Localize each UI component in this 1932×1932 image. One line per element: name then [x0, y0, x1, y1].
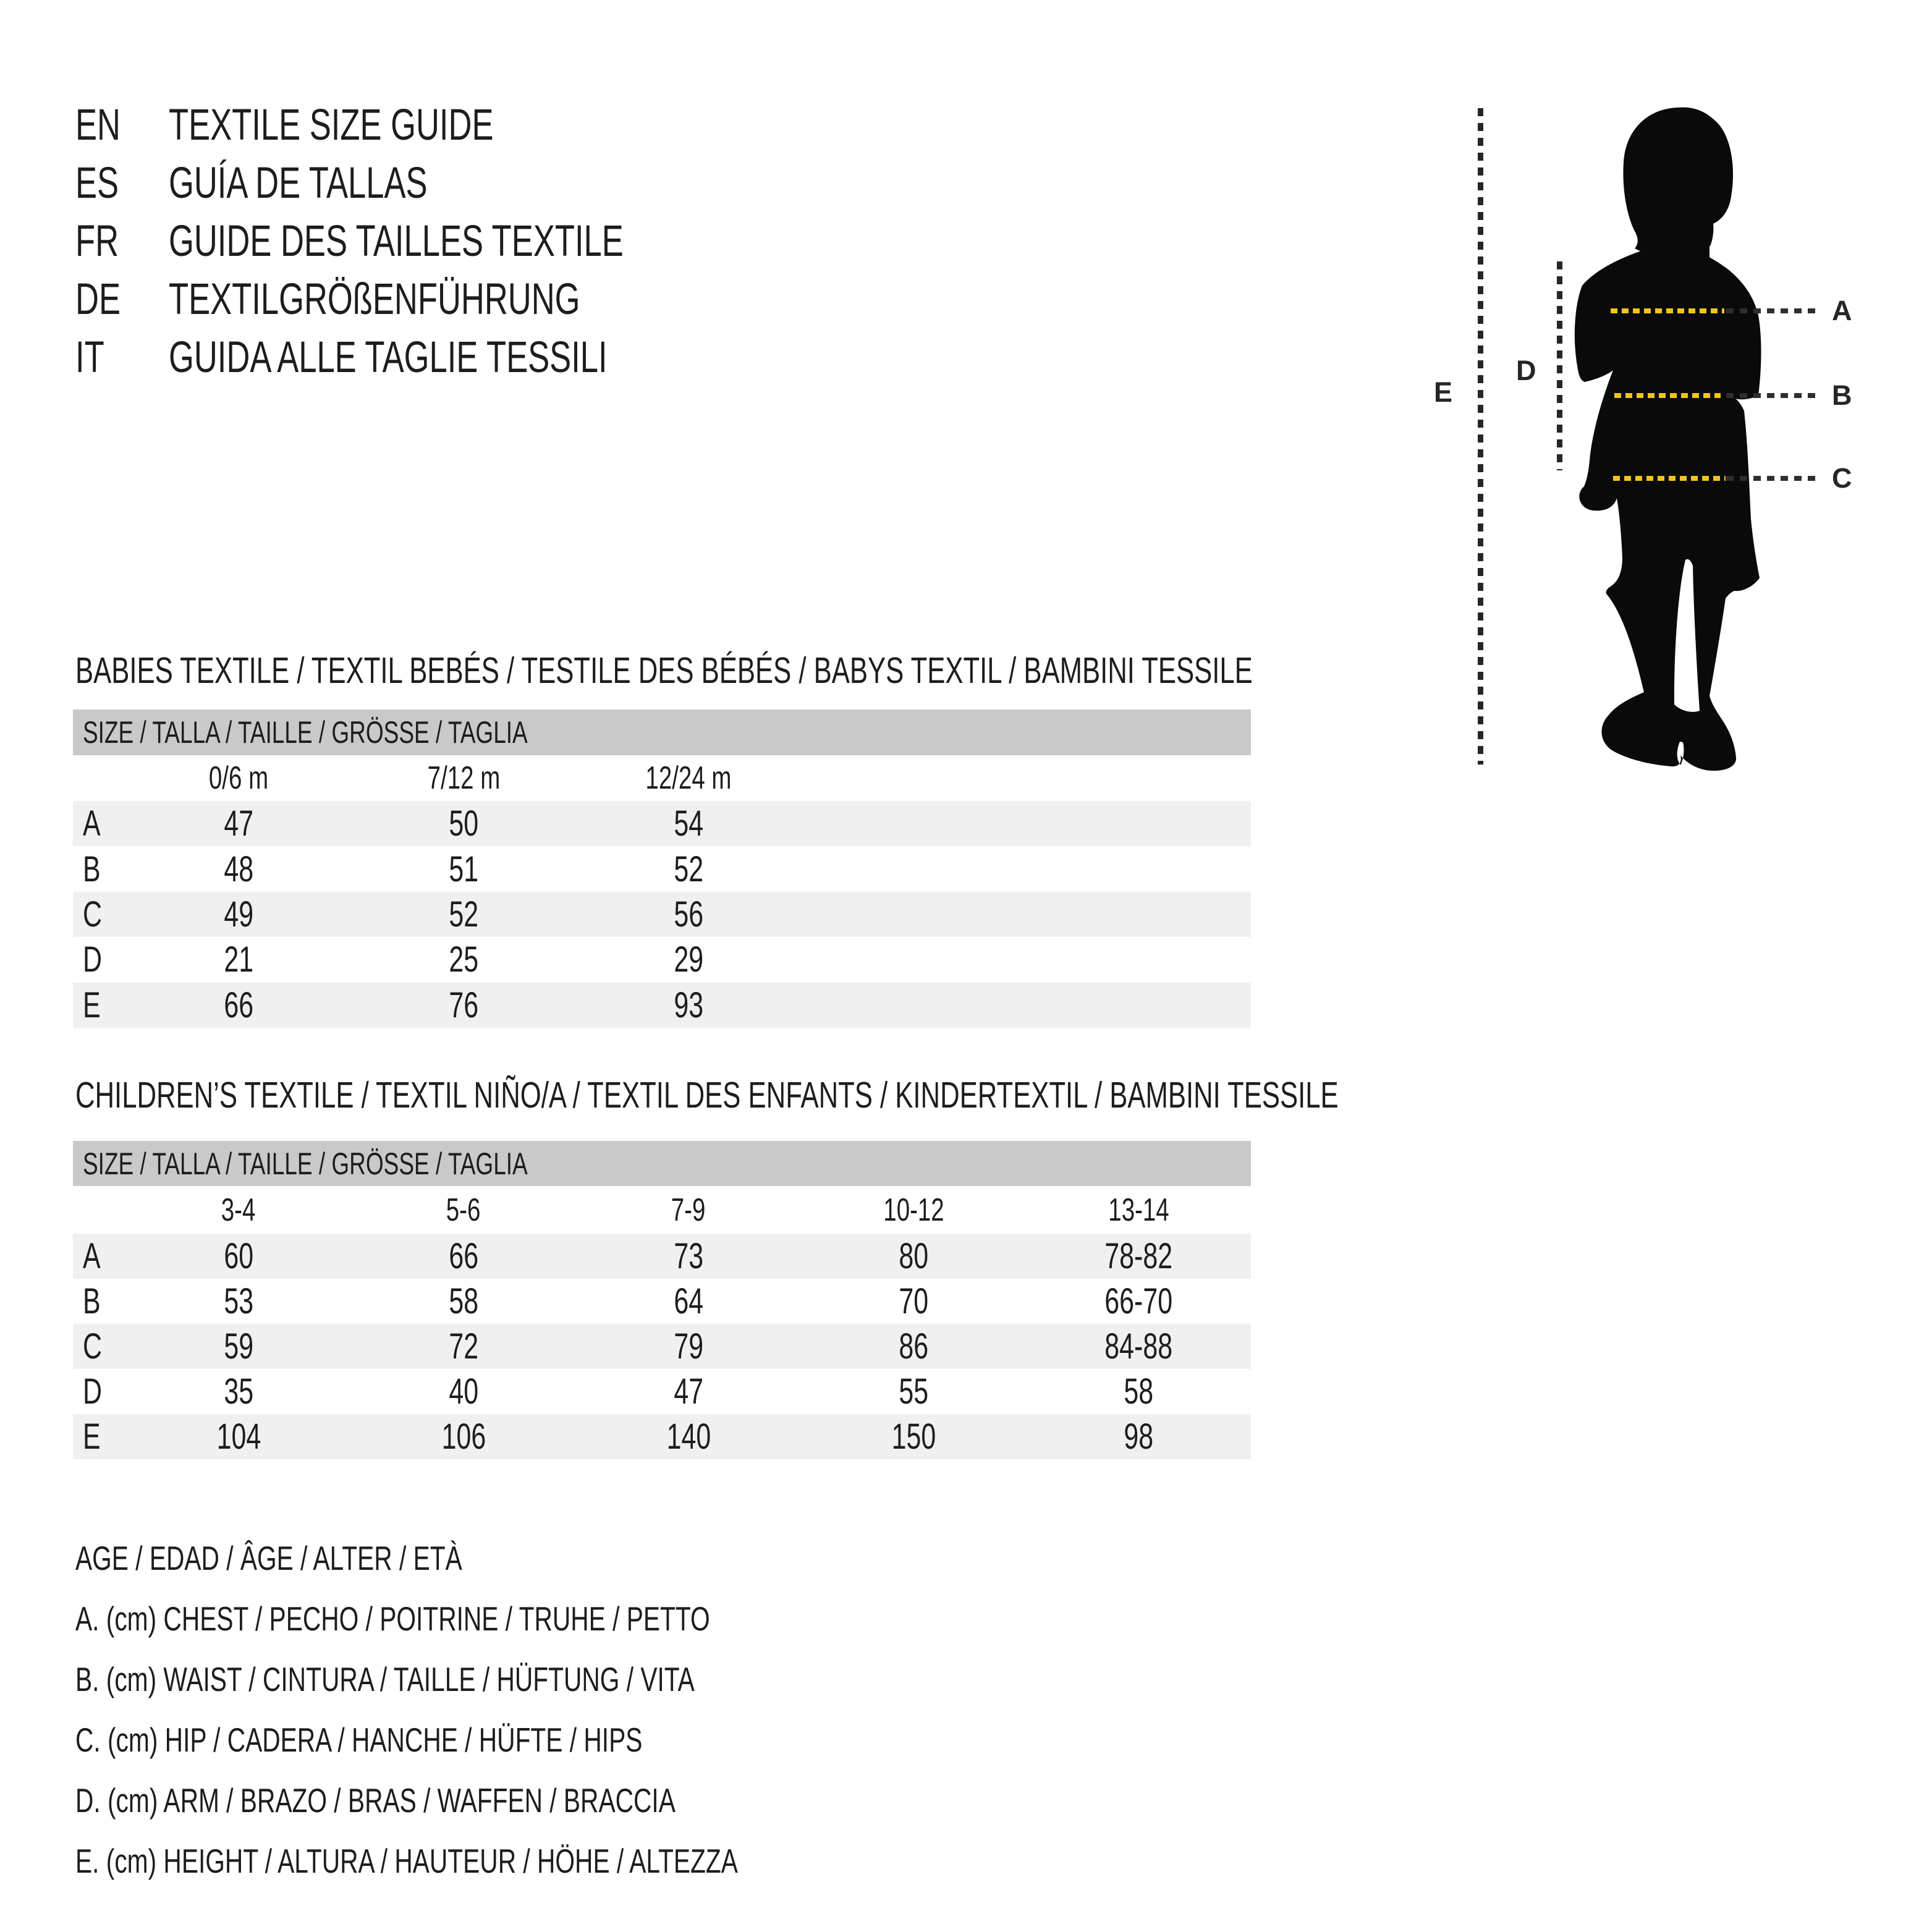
babies-row-c-label: C [83, 894, 102, 934]
waist-line-yellow [1614, 393, 1721, 398]
babies-size-header-text: SIZE / TALLA / TAILLE / GRÖSSE / TAGLIA [83, 715, 528, 750]
legend-age: AGE / EDAD / ÂGE / ALTER / ETÀ [75, 1539, 462, 1577]
children-size-header-bar [73, 1141, 1251, 1186]
diagram-label-e: E [1434, 376, 1453, 408]
legend-waist: B. (cm) WAIST / CINTURA / TAILLE / HÜFTUNG / VITA [75, 1660, 695, 1698]
diagram-label-a: A [1832, 295, 1852, 326]
lang-row-es [75, 154, 783, 212]
hip-line-yellow [1613, 476, 1726, 481]
children-row-a-label: A [83, 1236, 101, 1276]
legend-hip: C. (cm) HIP / CADERA / HANCHE / HÜFTE / HIPS [75, 1721, 643, 1759]
lang-row-it [75, 328, 783, 386]
chest-line-yellow [1611, 308, 1724, 313]
legend-chest: A. (cm) CHEST / PECHO / POITRINE / TRUHE / PETTO [75, 1599, 710, 1638]
hip-line-dashes [1726, 476, 1820, 481]
diagram-label-b: B [1832, 379, 1852, 411]
babies-size-header-bar [73, 710, 1251, 755]
children-column-header-row [73, 1186, 1251, 1234]
language-title-block [75, 96, 783, 386]
babies-column-header-row [73, 755, 1251, 801]
lang-title-en: TEXTILE SIZE GUIDE [169, 100, 494, 150]
lang-title-fr: GUIDE DES TAILLES TEXTILE [169, 216, 624, 266]
lang-row-fr [75, 212, 783, 270]
measurement-legend [75, 1528, 971, 1891]
lang-code-en: EN [75, 100, 121, 150]
babies-row-d: D 21 25 29 [83, 939, 703, 980]
babies-row-d-label: D [83, 939, 102, 980]
children-col-4: 13-14 [1108, 1192, 1169, 1228]
lang-code-es: ES [75, 158, 119, 208]
children-row-b: B 53 58 64 70 66-70 [83, 1281, 1172, 1321]
children-section-title: CHILDREN’S TEXTILE / TEXTIL NIÑO/A / TEXTIL DES ENFANTS / KINDERTEXTIL / BAMBINI TESSILE [75, 1075, 1339, 1116]
babies-row-a: A 47 50 54 [73, 801, 1251, 846]
diagram-label-d: D [1516, 355, 1536, 386]
babies-size-table [73, 710, 1251, 1028]
lang-code-fr: FR [75, 216, 119, 266]
children-row-b-label: B [83, 1281, 101, 1321]
legend-height: E. (cm) HEIGHT / ALTURA / HAUTEUR / HÖHE / ALTEZZA [75, 1842, 738, 1880]
babies-row-c: C 49 52 56 [73, 892, 1251, 937]
legend-arm: D. (cm) ARM / BRAZO / BRAS / WAFFEN / BRACCIA [75, 1781, 676, 1820]
babies-row-a-label: A [83, 803, 101, 844]
children-row-e-label: E [83, 1417, 101, 1457]
children-col-1: 5-6 [446, 1192, 481, 1228]
children-size-header-text: SIZE / TALLA / TAILLE / GRÖSSE / TAGLIA [83, 1146, 528, 1181]
babies-row-b: B 48 51 52 [83, 849, 703, 889]
children-col-2: 7-9 [671, 1192, 706, 1228]
lang-code-de: DE [75, 274, 121, 324]
children-row-c-label: C [83, 1326, 102, 1366]
babies-col-2: 12/24 m [645, 760, 732, 796]
lang-row-de [75, 270, 783, 328]
babies-row-e-label: E [83, 985, 101, 1025]
children-row-d: D 35 40 47 55 58 [83, 1371, 1153, 1412]
lang-title-de: TEXTILGRÖßENFÜHRUNG [169, 274, 580, 324]
babies-section-title: BABIES TEXTILE / TEXTIL BEBÉS / TESTILE DES BÉBÉS / BABYS TEXTIL / BAMBINI TESSILE [75, 650, 1253, 691]
children-col-0: 3-4 [221, 1192, 256, 1228]
babies-col-0: 0/6 m [208, 760, 269, 796]
children-row-c: C 59 72 79 86 84-88 [73, 1324, 1251, 1369]
lang-title-it: GUIDA ALLE TAGLIE TESSILI [169, 333, 608, 382]
lang-code-it: IT [75, 333, 104, 382]
lang-row-en [75, 96, 783, 154]
chest-line-dashes [1726, 308, 1820, 313]
lang-title-es: GUÍA DE TALLAS [169, 158, 428, 208]
children-row-e: E 104 106 140 150 98 [73, 1414, 1251, 1459]
babies-row-e: E 66 76 93 [73, 983, 1251, 1028]
children-size-table [73, 1141, 1251, 1459]
waist-line-dashes [1726, 393, 1820, 398]
babies-row-b-label: B [83, 849, 101, 889]
diagram-label-c: C [1832, 462, 1852, 494]
children-row-a: A 60 66 73 80 78-82 [73, 1234, 1251, 1279]
children-row-d-label: D [83, 1371, 102, 1412]
babies-col-1: 7/12 m [427, 760, 500, 796]
children-col-3: 10-12 [883, 1192, 944, 1228]
